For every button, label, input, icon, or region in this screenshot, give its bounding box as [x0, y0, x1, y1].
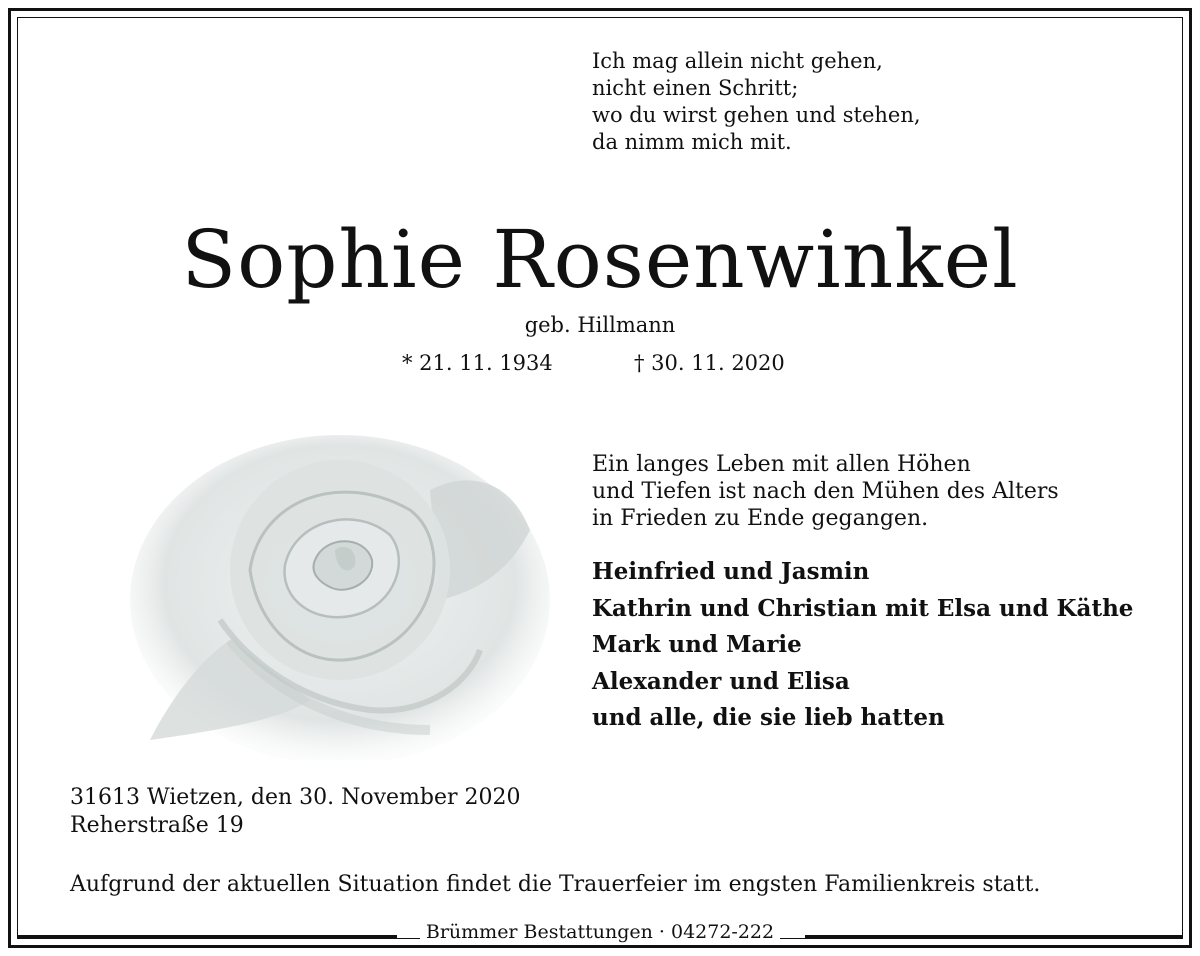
mourners-list [592, 554, 1133, 737]
place-date: 31613 Wietzen, den 30. November 2020 [70, 785, 521, 810]
statement-line: in Frieden zu Ende gegangen. [592, 506, 929, 531]
mourner-entry: Kathrin und Christian mit Elsa und Käthe [592, 594, 1134, 622]
death-date: † 30. 11. 2020 [634, 351, 785, 375]
rose-image [110, 400, 550, 760]
poem-line: wo du wirst gehen und stehen, [592, 103, 921, 127]
address-block [70, 784, 521, 840]
deceased-name: Sophie Rosenwinkel [181, 213, 1019, 306]
mourner-entry: Alexander und Elisa [592, 667, 850, 695]
poem [592, 48, 921, 156]
footer [0, 920, 1200, 944]
poem-line: da nimm mich mit. [592, 130, 792, 154]
poem-line: Ich mag allein nicht gehen, [592, 49, 883, 73]
undertaker-info: Brümmer Bestattungen · 04272-222 [420, 921, 780, 943]
farewell-statement [592, 451, 1059, 532]
poem-line: nicht einen Schritt; [592, 76, 799, 100]
street: Reherstraße 19 [70, 813, 244, 838]
statement-line: und Tiefen ist nach den Mühen des Alters [592, 479, 1059, 504]
mourner-entry: und alle, die sie lieb hatten [592, 704, 945, 731]
mourner-entry: Heinfried und Jasmin [592, 558, 870, 585]
birth-name: geb. Hillmann [524, 313, 676, 337]
statement-line: Ein langes Leben mit allen Höhen [592, 452, 971, 477]
birth-date: * 21. 11. 1934 [402, 351, 553, 375]
funeral-note: Aufgrund der aktuellen Situation findet die Trauerfeier im engsten Familienkreis statt. [70, 872, 1041, 897]
mourner-entry: Mark und Marie [592, 631, 802, 658]
